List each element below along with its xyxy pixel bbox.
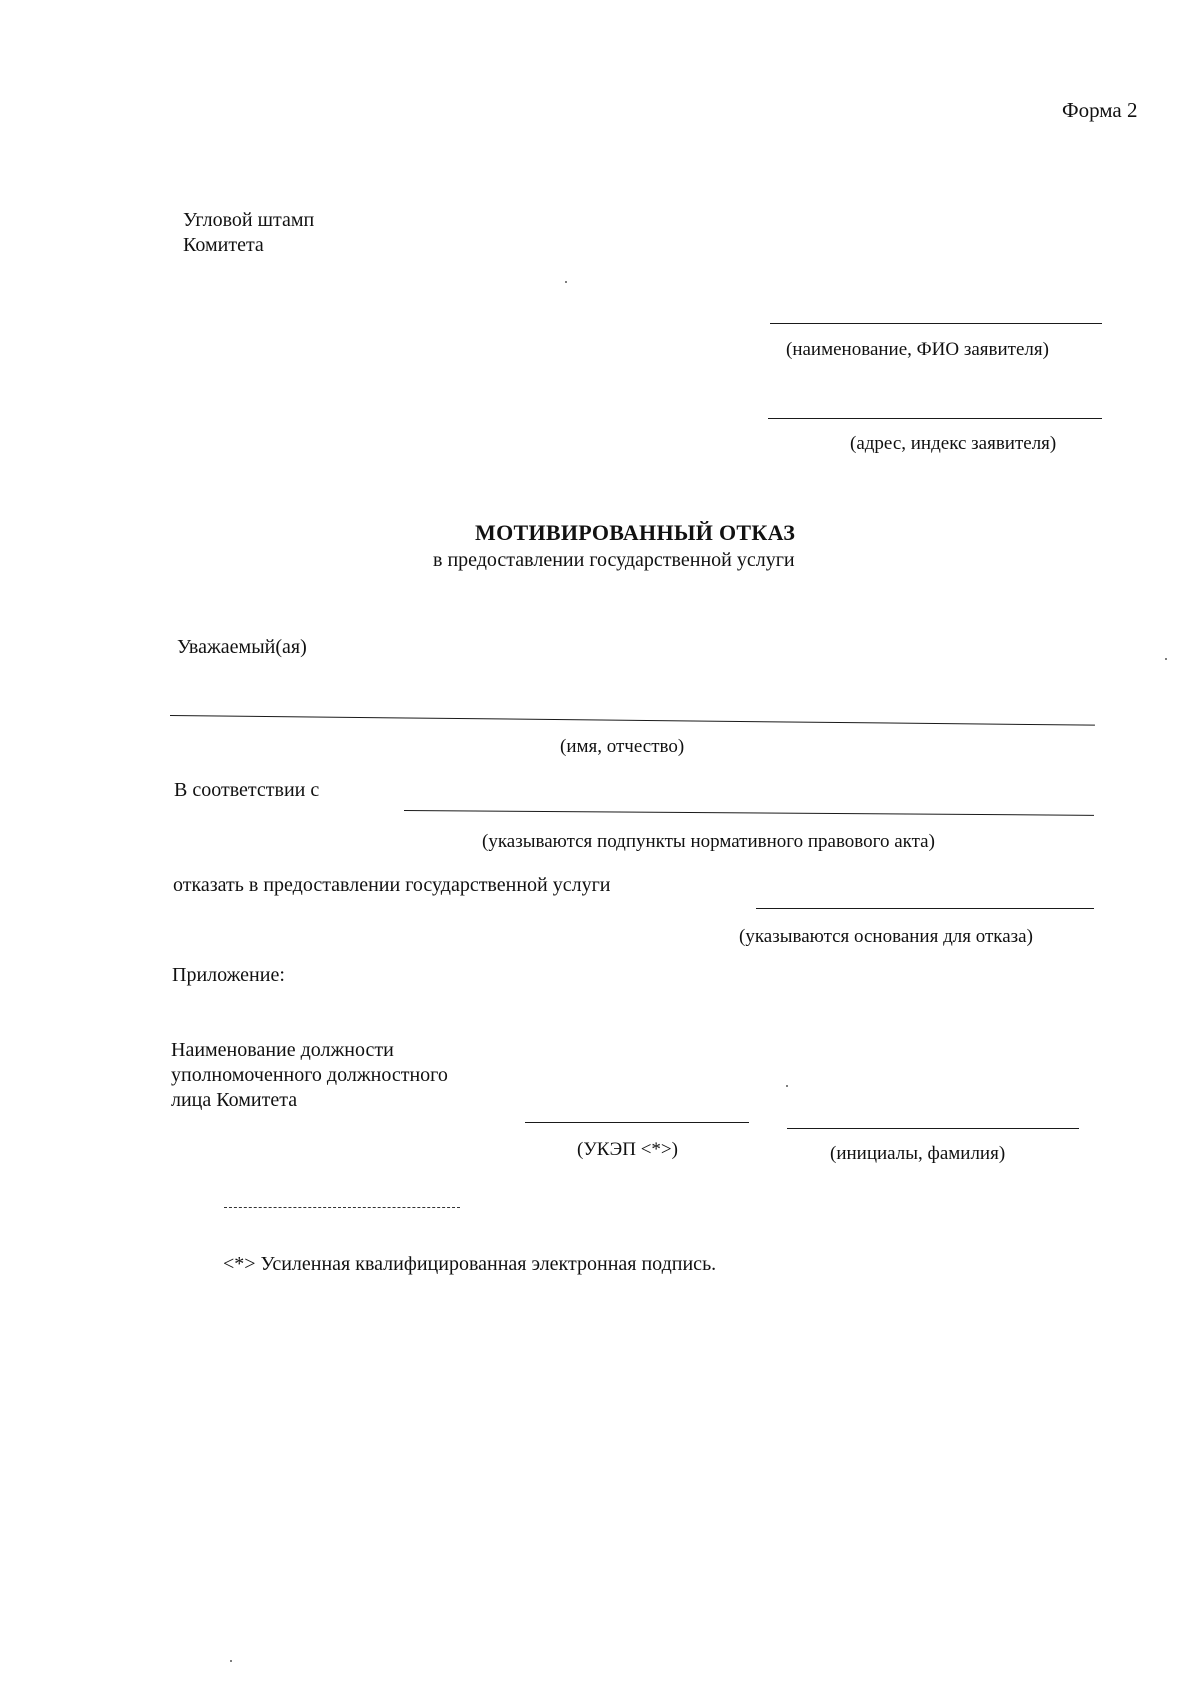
applicant-name-caption: (наименование, ФИО заявителя) bbox=[786, 339, 1049, 360]
greeting-label: Уважаемый(ая) bbox=[177, 636, 307, 658]
document-subtitle: в предоставлении государственной услуги bbox=[433, 549, 795, 571]
footnote-text: <*> Усиленная квалифицированная электронная подпись. bbox=[223, 1253, 717, 1275]
attachment-label: Приложение: bbox=[172, 964, 285, 986]
position-line-1: Наименование должности bbox=[171, 1039, 394, 1061]
signature-line bbox=[525, 1122, 749, 1123]
reason-line bbox=[756, 908, 1094, 909]
applicant-address-line bbox=[768, 418, 1102, 419]
footnote-separator bbox=[224, 1207, 460, 1208]
initials-caption: (инициалы, фамилия) bbox=[830, 1143, 1006, 1164]
stamp-line-2: Комитета bbox=[183, 234, 264, 256]
recipient-name-caption: (имя, отчество) bbox=[560, 736, 685, 757]
accordance-line bbox=[404, 810, 1094, 816]
document-title: МОТИВИРОВАННЫЙ ОТКАЗ bbox=[475, 520, 796, 545]
initials-line bbox=[787, 1128, 1079, 1129]
scan-speck bbox=[786, 1085, 788, 1087]
stamp-line-1: Угловой штамп bbox=[183, 209, 315, 231]
recipient-name-line bbox=[170, 715, 1095, 726]
reason-caption: (указываются основания для отказа) bbox=[739, 926, 1033, 947]
scan-speck bbox=[1165, 658, 1167, 660]
scan-speck bbox=[565, 281, 567, 283]
position-line-3: лица Комитета bbox=[171, 1089, 298, 1111]
applicant-name-line bbox=[770, 323, 1102, 324]
position-line-2: уполномоченного должностного bbox=[171, 1064, 448, 1086]
signature-caption: (УКЭП <*>) bbox=[577, 1139, 678, 1160]
accordance-label: В соответствии с bbox=[174, 779, 320, 801]
refuse-text: отказать в предоставлении государственной услуги bbox=[173, 874, 611, 896]
accordance-caption: (указываются подпункты нормативного правового акта) bbox=[482, 831, 935, 852]
scan-speck bbox=[230, 1660, 232, 1662]
form-label: Форма 2 bbox=[1062, 98, 1138, 122]
applicant-address-caption: (адрес, индекс заявителя) bbox=[850, 433, 1057, 454]
